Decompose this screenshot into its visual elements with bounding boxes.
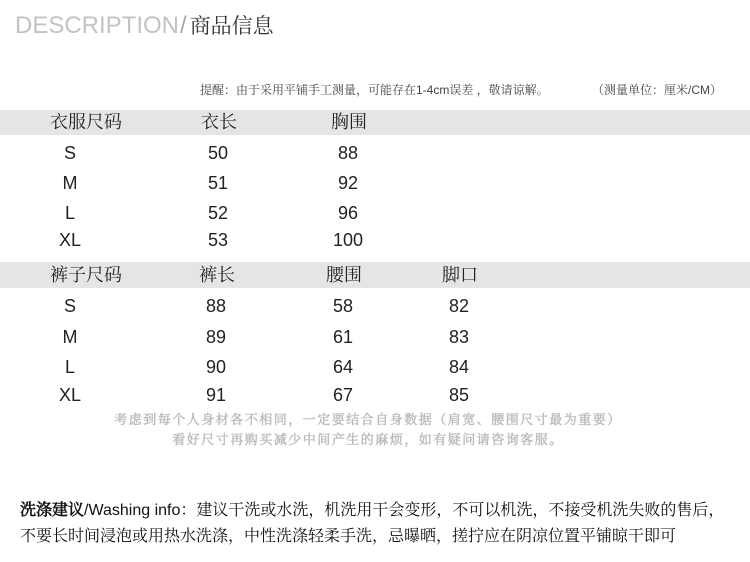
waist-cell: 67	[332, 385, 354, 405]
tops-header-length: 衣长	[201, 112, 237, 132]
hem-cell: 82	[448, 296, 470, 316]
length-cell: 88	[205, 296, 227, 316]
size-cell: S	[63, 296, 76, 316]
size-cell: M	[62, 327, 78, 347]
washing-advice-line-2: 不要长时间浸泡或用热水洗涤，中性洗涤轻柔手洗，忌曝晒，搓拧应在阴凉位置平铺晾干即可	[20, 528, 677, 545]
chest-cell: 96	[337, 203, 359, 223]
pants-table-header-row	[0, 262, 750, 288]
size-cell: L	[64, 203, 75, 223]
pants-header-length: 裤长	[199, 265, 235, 285]
size-cell: L	[64, 357, 75, 377]
size-cell: XL	[58, 385, 82, 405]
length-cell: 53	[207, 230, 229, 250]
waist-cell: 58	[332, 296, 354, 316]
length-cell: 89	[205, 327, 227, 347]
table-row	[0, 141, 750, 165]
table-row	[0, 294, 750, 318]
hem-cell: 83	[448, 327, 470, 347]
title-separator: /	[180, 12, 187, 39]
table-row	[0, 355, 750, 379]
chest-cell: 88	[337, 143, 359, 163]
length-cell: 90	[205, 357, 227, 377]
washing-text: 建议干洗或水洗，机洗用干会变形，不可以机洗，不接受机洗失败的售后，	[196, 502, 725, 519]
fit-tip-line-1: 考虑到每个人身材各不相同，一定要结合自身数据（肩宽、腰围尺寸最为重要）	[114, 412, 622, 427]
length-cell: 52	[207, 203, 229, 223]
table-row	[0, 201, 750, 225]
length-cell: 91	[205, 385, 227, 405]
chest-cell: 92	[337, 173, 359, 193]
fit-tip-line-2: 看好尺寸再购买减少中间产生的麻烦，如有疑问请咨询客服。	[172, 432, 564, 447]
hem-cell: 84	[448, 357, 470, 377]
washing-label: 洗涤建议	[20, 502, 85, 519]
length-cell: 50	[207, 143, 229, 163]
tops-header-chest: 胸围	[331, 112, 367, 132]
washing-label-english: /Washing info：	[84, 502, 197, 519]
waist-cell: 64	[332, 357, 354, 377]
waist-cell: 61	[332, 327, 354, 347]
pants-header-hem: 脚口	[442, 265, 478, 285]
tops-table-header-row	[0, 110, 750, 135]
table-row	[0, 171, 750, 195]
pants-header-size: 裤子尺码	[50, 265, 122, 285]
measurement-unit: （测量单位：厘米/CM）	[592, 83, 722, 97]
measurement-notice: 提醒：由于采用平铺手工测量，可能存在1-4cm误差 ，敬请谅解。	[200, 83, 549, 97]
size-cell: S	[63, 143, 76, 163]
table-row	[0, 383, 750, 407]
table-row	[0, 325, 750, 349]
title-english: DESCRIPTION	[15, 12, 180, 39]
tops-header-size: 衣服尺码	[50, 112, 122, 132]
length-cell: 51	[207, 173, 229, 193]
title-chinese: 商品信息	[189, 15, 274, 38]
section-title	[15, 10, 274, 42]
chest-cell: 100	[332, 230, 364, 250]
table-row	[0, 228, 750, 252]
washing-advice-line-1	[20, 500, 724, 522]
size-cell: M	[62, 173, 78, 193]
size-cell: XL	[58, 230, 82, 250]
pants-header-waist: 腰围	[326, 265, 362, 285]
hem-cell: 85	[448, 385, 470, 405]
